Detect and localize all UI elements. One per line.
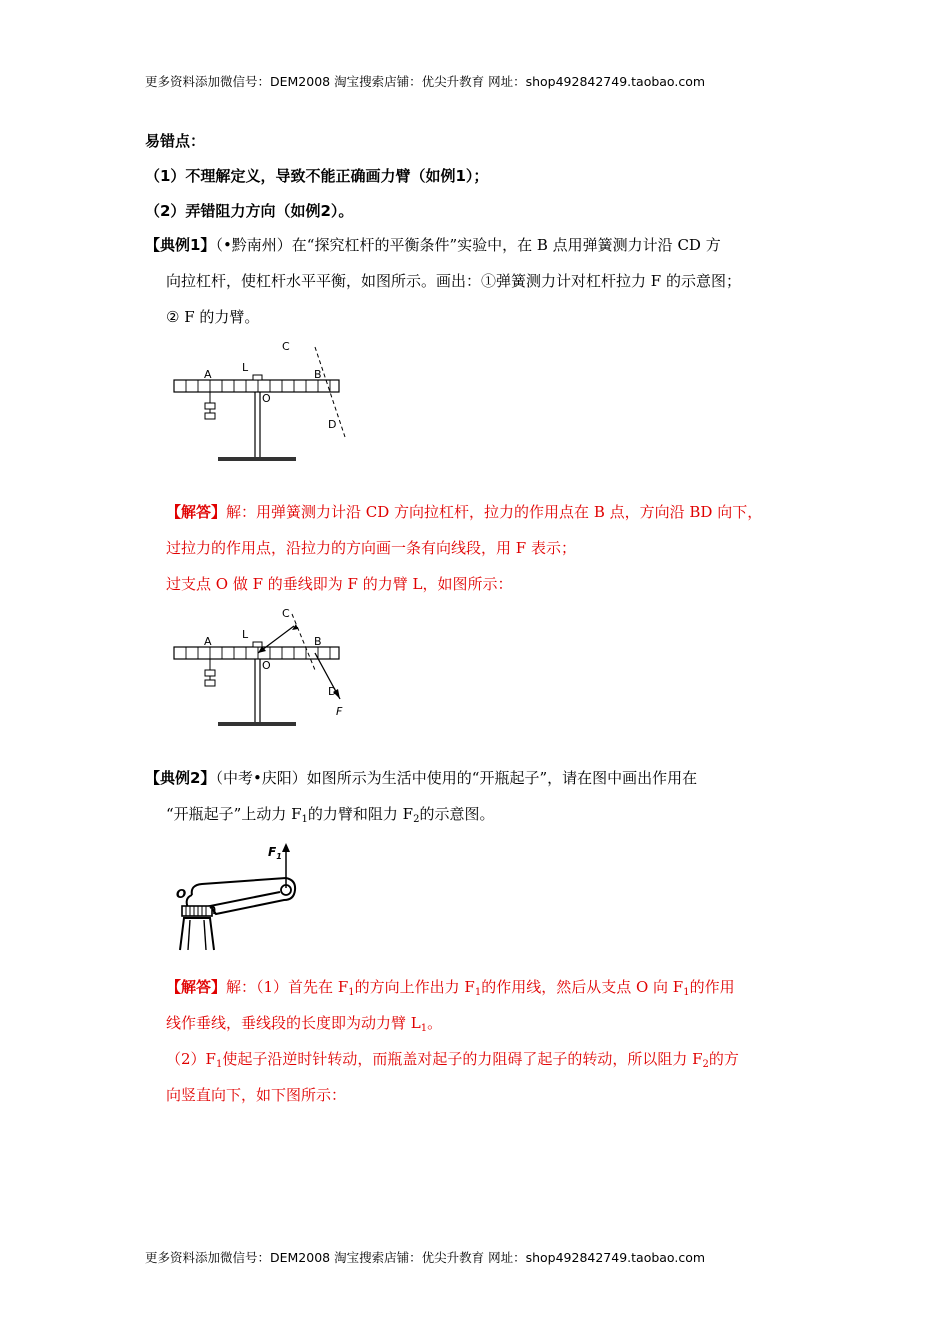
example2-line1 bbox=[145, 767, 697, 788]
label2-o: O bbox=[262, 659, 271, 672]
answer2-line2 bbox=[166, 1012, 442, 1033]
answer2-line1-c: 的作用线，然后从支点 O 向 F bbox=[481, 978, 684, 996]
example2-line2 bbox=[166, 803, 494, 824]
errors-item-1: （1）不理解定义，导致不能正确画力臂（如例1）； bbox=[145, 167, 489, 185]
label-o: O bbox=[262, 392, 271, 405]
answer2-sub-e: 1 bbox=[215, 1059, 223, 1070]
label-c: C bbox=[282, 340, 290, 353]
answer2-line3-a: （2）F bbox=[166, 1050, 216, 1068]
answer2-sub-b: 1 bbox=[474, 987, 482, 998]
answer2-line1-d: 的作用 bbox=[689, 978, 735, 996]
errors-title: 易错点： bbox=[145, 132, 206, 150]
label2-f: F bbox=[336, 705, 343, 718]
example1-text1: （•黔南州）在“探究杠杆的平衡条件”实验中，在 B 点用弹簧测力计沿 CD 方 bbox=[215, 236, 721, 254]
example2-line2-c: 的示意图。 bbox=[419, 805, 495, 823]
label-d: D bbox=[328, 418, 337, 431]
label2-a: A bbox=[204, 635, 212, 648]
answer2-line3 bbox=[166, 1048, 739, 1069]
answer1-line2: 过拉力的作用点，沿拉力的方向画一条有向线段，用 F 表示； bbox=[166, 539, 576, 557]
answer2-sub-f: 2 bbox=[702, 1059, 709, 1070]
errors-item-2: （2）弄错阻力方向（如例2）。 bbox=[145, 202, 354, 220]
lever-figure-2 bbox=[170, 602, 360, 732]
example1-line2: 向拉杠杆，使杠杆水平平衡，如图所示。画出：①弹簧测力计对杠杆拉力 F 的示意图； bbox=[166, 272, 741, 290]
example1-line1 bbox=[145, 234, 721, 255]
label2-l: L bbox=[242, 628, 249, 641]
answer2-line2-b: 。 bbox=[427, 1014, 443, 1032]
label-b: B bbox=[314, 368, 322, 381]
example2-tag: 【典例2】 bbox=[145, 769, 216, 787]
lever-figure-1 bbox=[170, 335, 360, 470]
answer2-line1-b: 的方向上作出力 F bbox=[354, 978, 475, 996]
answer1-line1 bbox=[166, 501, 762, 522]
answer2-line2-a: 线作垂线，垂线段的长度即为动力臂 L bbox=[166, 1014, 421, 1032]
bottle-opener-figure bbox=[170, 840, 310, 952]
label2-c: C bbox=[282, 607, 290, 620]
example2-line2-b: 的力臂和阻力 F bbox=[307, 805, 414, 823]
example2-line2-a: “开瓶起子”上动力 F bbox=[166, 805, 302, 823]
answer1-tag: 【解答】 bbox=[166, 503, 227, 521]
answer2-line4: 向竖直向下，如下图所示： bbox=[166, 1086, 347, 1104]
answer2-sub-a: 1 bbox=[348, 987, 355, 998]
example2-line2-sub1: 1 bbox=[301, 814, 308, 825]
label-f1: $F_1$ bbox=[268, 845, 282, 861]
answer2-sub-d: 1 bbox=[420, 1023, 428, 1034]
answer2-line3-c: 的方 bbox=[708, 1050, 739, 1068]
answer2-line1-a: 解：（1）首先在 F bbox=[226, 978, 349, 996]
label-l: L bbox=[242, 361, 249, 374]
page-header: 更多资料添加微信号：DEM2008 淘宝搜索店铺：优尖升教育 网址：shop492842749.taobao.com bbox=[145, 74, 706, 89]
answer2-sub-c: 1 bbox=[683, 987, 690, 998]
example2-line2-sub2: 2 bbox=[413, 814, 420, 825]
answer1-text1: 解：用弹簧测力计沿 CD 方向拉杠杆，拉力的作用点在 B 点，方向沿 BD 向下， bbox=[226, 503, 763, 521]
label2-d: D bbox=[328, 685, 337, 698]
page-footer: 更多资料添加微信号：DEM2008 淘宝搜索店铺：优尖升教育 网址：shop492842749.taobao.com bbox=[145, 1250, 706, 1265]
answer2-line1 bbox=[166, 976, 735, 997]
label-a: A bbox=[204, 368, 212, 381]
example2-text1: （中考•庆阳）如图所示为生活中使用的“开瓶起子”，请在图中画出作用在 bbox=[215, 769, 698, 787]
answer1-line3: 过支点 O 做 F 的垂线即为 F 的力臂 L，如图所示： bbox=[166, 575, 513, 593]
example1-tag: 【典例1】 bbox=[145, 236, 216, 254]
example1-line3: ② F 的力臂。 bbox=[166, 308, 260, 326]
answer2-tag: 【解答】 bbox=[166, 978, 227, 996]
label-o2: O bbox=[176, 887, 187, 901]
answer2-line3-b: 使起子沿逆时针转动，而瓶盖对起子的力阻碍了起子的转动，所以阻力 F bbox=[222, 1050, 703, 1068]
label2-b: B bbox=[314, 635, 322, 648]
